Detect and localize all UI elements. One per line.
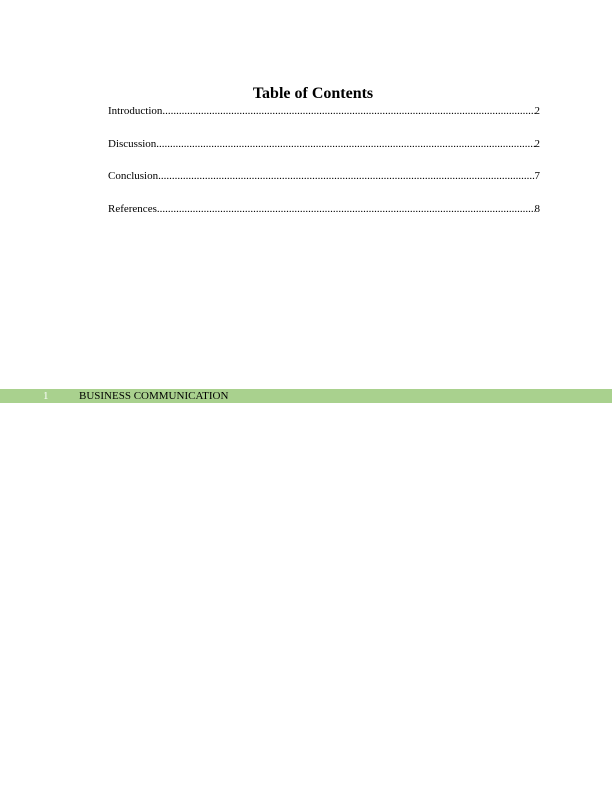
toc-entry-discussion[interactable] [108,136,540,152]
toc-title: Table of Contents [252,85,374,102]
toc-entry-conclusion[interactable] [108,168,540,184]
toc-entry-page: 7 [534,170,540,182]
toc-entry-label: References [108,202,157,215]
toc-dot-leader [157,201,535,217]
toc-entry-label: Introduction [108,105,163,117]
toc-dot-leader [162,103,534,119]
footer-band [0,389,612,403]
toc-entry-references[interactable] [108,201,540,217]
toc-dot-leader [156,136,534,152]
toc-entry-page: 2 [534,137,540,150]
toc-entry-label: Conclusion [108,170,159,182]
toc-entry-page: 2 [534,105,540,117]
toc-list [108,103,540,233]
footer-page-number: 1 [43,390,49,402]
toc-entry-introduction[interactable] [108,103,540,119]
toc-dot-leader [158,168,534,184]
toc-entry-label: Discussion [108,137,157,150]
toc-entry-page: 8 [534,202,540,215]
footer-running-head: BUSINESS COMMUNICATION [79,390,229,402]
